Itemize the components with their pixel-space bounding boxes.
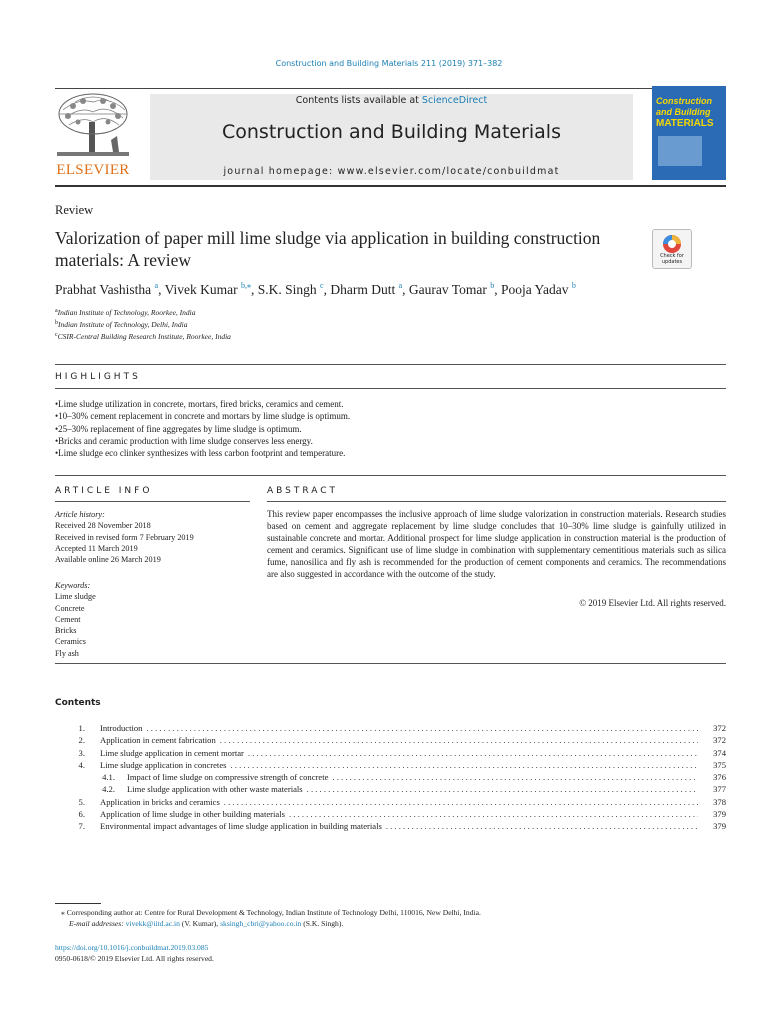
history-entry: Available online 26 March 2019 xyxy=(55,555,161,565)
toc-title[interactable]: Application in cement fabrication xyxy=(100,735,216,746)
toc-entry[interactable] xyxy=(55,771,726,783)
toc-entry[interactable] xyxy=(55,747,726,759)
toc-leader-dots xyxy=(386,820,698,832)
keyword: Fly ash xyxy=(55,648,79,658)
toc-number: 7. xyxy=(78,821,85,832)
history-items xyxy=(55,520,194,565)
toc-title[interactable]: Lime sludge application in concretes xyxy=(100,759,227,770)
toc-entry[interactable] xyxy=(55,759,726,771)
toc-leader-dots xyxy=(289,808,698,820)
toc-title[interactable]: Introduction xyxy=(100,723,143,733)
divider xyxy=(55,364,726,365)
toc-title[interactable]: Application in bricks and ceramics xyxy=(100,796,220,807)
keyword: Cement xyxy=(55,614,81,624)
journal-citation[interactable]: Construction and Building Materials 211 (2019) 371–382 xyxy=(275,59,503,68)
toc-number: 5. xyxy=(78,796,85,807)
contents-available xyxy=(150,95,633,106)
toc-number: 4.2. xyxy=(102,784,115,795)
affiliation xyxy=(55,330,231,342)
affiliations xyxy=(55,306,231,342)
article-type: Review xyxy=(55,203,94,217)
highlight-item: • Lime sludge utilization in concrete, mortars, fired bricks, ceramics and cement. xyxy=(55,398,350,410)
email-link-kumar[interactable]: vivekk@iitd.ac.in xyxy=(125,919,180,928)
author-name: Pooja Yadav xyxy=(500,282,569,297)
toc-title[interactable]: Application of lime sludge in other building materials xyxy=(100,809,285,820)
author-separator: , xyxy=(251,282,258,297)
header-bottom-rule xyxy=(55,185,726,187)
toc-number: 4. xyxy=(78,759,85,770)
toc-page: 372 xyxy=(713,735,726,746)
toc-number: 1. xyxy=(78,723,85,733)
keywords xyxy=(55,580,96,659)
toc-page: 375 xyxy=(713,759,726,770)
author-affiliation-marker[interactable]: b,⁎ xyxy=(241,281,251,290)
toc-page: 378 xyxy=(713,796,726,807)
toc-page: 379 xyxy=(713,821,726,832)
keyword: Concrete xyxy=(55,603,85,613)
toc-page: 379 xyxy=(713,809,726,820)
keyword: Bricks xyxy=(55,626,77,636)
highlight-item: • Bricks and ceramic production with lime sludge conserves less energy. xyxy=(55,435,350,447)
author-separator: , xyxy=(158,282,165,297)
email-line xyxy=(55,918,481,929)
toc-title[interactable]: Impact of lime sludge on compressive strength of concrete xyxy=(127,772,329,783)
article-info-heading: ARTICLE INFO xyxy=(55,486,153,496)
history-entry: Received in revised form 7 February 2019 xyxy=(55,532,194,542)
toc-entry[interactable] xyxy=(55,796,726,808)
abstract-copyright: © 2019 Elsevier Ltd. All rights reserved. xyxy=(579,598,726,608)
toc-title[interactable]: Environmental impact advantages of lime sludge application in building materials xyxy=(100,821,382,832)
author-list xyxy=(55,281,576,298)
affiliation-marker: c xyxy=(55,332,58,338)
author-separator: , xyxy=(494,282,501,297)
keyword: Lime sludge xyxy=(55,592,96,602)
toc-entry[interactable] xyxy=(55,734,726,746)
author-affiliation-marker[interactable]: c xyxy=(320,281,324,290)
elsevier-wordmark: ELSEVIER xyxy=(56,162,130,178)
cover-title: Construction and Building xyxy=(656,96,712,117)
affiliation-text: CSIR-Central Building Research Institute, Roorkee, India xyxy=(57,332,231,341)
toc-leader-dots xyxy=(307,783,698,795)
toc-title[interactable]: Lime sludge application in cement mortar xyxy=(100,747,244,758)
toc-leader-dots xyxy=(146,722,698,734)
affiliation xyxy=(55,306,231,318)
article-history xyxy=(55,509,194,565)
corresponding-author: ⁎ Corresponding author at: Centre for Rural Development & Technology, Indian Institute of Technology Delhi, 110016, New Delhi, India. xyxy=(61,908,481,917)
toc-leader-dots xyxy=(220,734,698,746)
footnote-rule xyxy=(55,903,101,904)
footnote xyxy=(55,907,481,929)
author-name: S.K. Singh xyxy=(257,282,317,297)
divider xyxy=(55,388,726,389)
email-name-kumar: (V. Kumar), xyxy=(179,919,221,928)
elsevier-tree-icon xyxy=(53,92,133,162)
journal-cover-thumbnail xyxy=(652,86,726,180)
table-of-contents xyxy=(55,722,726,833)
doi-link[interactable]: https://doi.org/10.1016/j.conbuildmat.2019.03.085 xyxy=(55,943,209,952)
history-entry: Received 28 November 2018 xyxy=(55,521,151,531)
header-top-rule xyxy=(55,88,726,89)
toc-page: 374 xyxy=(713,747,726,758)
highlight-item: • 25–30% replacement of fine aggregates by lime sludge is optimum. xyxy=(55,423,350,435)
toc-page: 377 xyxy=(713,784,726,795)
toc-entry[interactable] xyxy=(55,820,726,832)
affiliation-marker: a xyxy=(55,308,58,314)
toc-number: 3. xyxy=(78,747,85,758)
crossmark-label: Check for updates xyxy=(660,253,684,265)
author-name: Gaurav Tomar xyxy=(408,282,487,297)
affiliation-text: Indian Institute of Technology, Roorkee, India xyxy=(57,308,196,317)
toc-entry[interactable] xyxy=(55,722,726,734)
email-label: E-mail addresses: xyxy=(69,919,126,928)
article-title: Valorization of paper mill lime sludge via application in building construction materials: A review xyxy=(55,228,601,270)
author-separator: , xyxy=(323,282,331,297)
author-affiliation-marker[interactable]: b xyxy=(571,281,576,290)
author-name: Prabhat Vashistha xyxy=(55,282,152,297)
toc-leader-dots xyxy=(230,759,698,771)
affiliation-marker: b xyxy=(55,320,58,326)
keyword: Ceramics xyxy=(55,637,86,647)
contents-heading: Contents xyxy=(55,698,101,708)
journal-name: Construction and Building Materials xyxy=(221,121,561,143)
affiliation xyxy=(55,318,231,330)
divider xyxy=(267,501,726,502)
cover-art xyxy=(658,136,702,166)
highlight-item: • 10–30% cement replacement in concrete and mortars by lime sludge is optimum. xyxy=(55,410,350,422)
highlights-list xyxy=(55,398,350,459)
issn-line: 0950-0618/© 2019 Elsevier Ltd. All rights reserved. xyxy=(55,954,214,963)
author-name: Dharm Dutt xyxy=(330,282,396,297)
email-link-singh[interactable]: sksingh_cbri@yahoo.co.in xyxy=(220,919,302,928)
history-entry: Accepted 11 March 2019 xyxy=(55,543,138,553)
keywords-label: Keywords: xyxy=(55,581,91,590)
contents-available-prefix: Contents lists available at xyxy=(295,95,422,106)
highlight-item: • Lime sludge eco clinker synthesizes with less carbon footprint and temperature. xyxy=(55,447,350,459)
toc-leader-dots xyxy=(248,747,698,759)
author-affiliation-marker[interactable]: b xyxy=(490,281,495,290)
author-separator: , xyxy=(402,282,409,297)
toc-leader-dots xyxy=(332,771,698,783)
toc-leader-dots xyxy=(224,796,698,808)
abstract-heading: ABSTRACT xyxy=(267,486,339,496)
affiliation-text: Indian Institute of Technology, Delhi, India xyxy=(58,320,188,329)
author-name: Vivek Kumar xyxy=(164,282,238,297)
toc-number: 4.1. xyxy=(102,772,115,783)
divider xyxy=(55,663,726,664)
email-name-singh: (S.K. Singh). xyxy=(301,919,344,928)
keyword-items xyxy=(55,591,96,659)
divider xyxy=(55,501,250,502)
history-label: Article history: xyxy=(55,510,105,519)
author-affiliation-marker[interactable]: a xyxy=(398,281,403,290)
toc-entry[interactable] xyxy=(55,783,726,795)
toc-entry[interactable] xyxy=(55,808,726,820)
toc-number: 6. xyxy=(78,809,85,820)
doi-block xyxy=(55,942,214,964)
cover-subtitle: MATERIALS xyxy=(656,118,714,129)
journal-homepage[interactable]: journal homepage: www.elsevier.com/locate/conbuildmat xyxy=(223,166,560,177)
author-affiliation-marker[interactable]: a xyxy=(154,281,159,290)
check-for-updates-button[interactable] xyxy=(652,229,692,269)
toc-title[interactable]: Lime sludge application with other waste materials xyxy=(127,784,303,795)
sciencedirect-link[interactable]: ScienceDirect xyxy=(421,95,488,106)
toc-number: 2. xyxy=(78,735,85,746)
toc-page: 376 xyxy=(713,772,726,783)
toc-page: 372 xyxy=(713,723,726,733)
divider xyxy=(55,475,726,476)
abstract-text: This review paper encompasses the inclusive approach of lime sludge valorization in construction materials. Research studies based on cement and aggregate replacement by lime sludge concludes that 10–30% lime sludge is gainfully utilized in sustainable concrete and mortar. Additional prospect for lime sludge application in construction material is the production of cement and ceramics. Significant use of lime sludge in combination with supplementary cementitious materials such as silica fume, nanosilica and fly ash is recommended for the production of cement components and ceramics. The recommendations are also suggested in accordance with the outcome of the study. xyxy=(267,509,726,580)
highlights-heading: HIGHLIGHTS xyxy=(55,372,141,382)
